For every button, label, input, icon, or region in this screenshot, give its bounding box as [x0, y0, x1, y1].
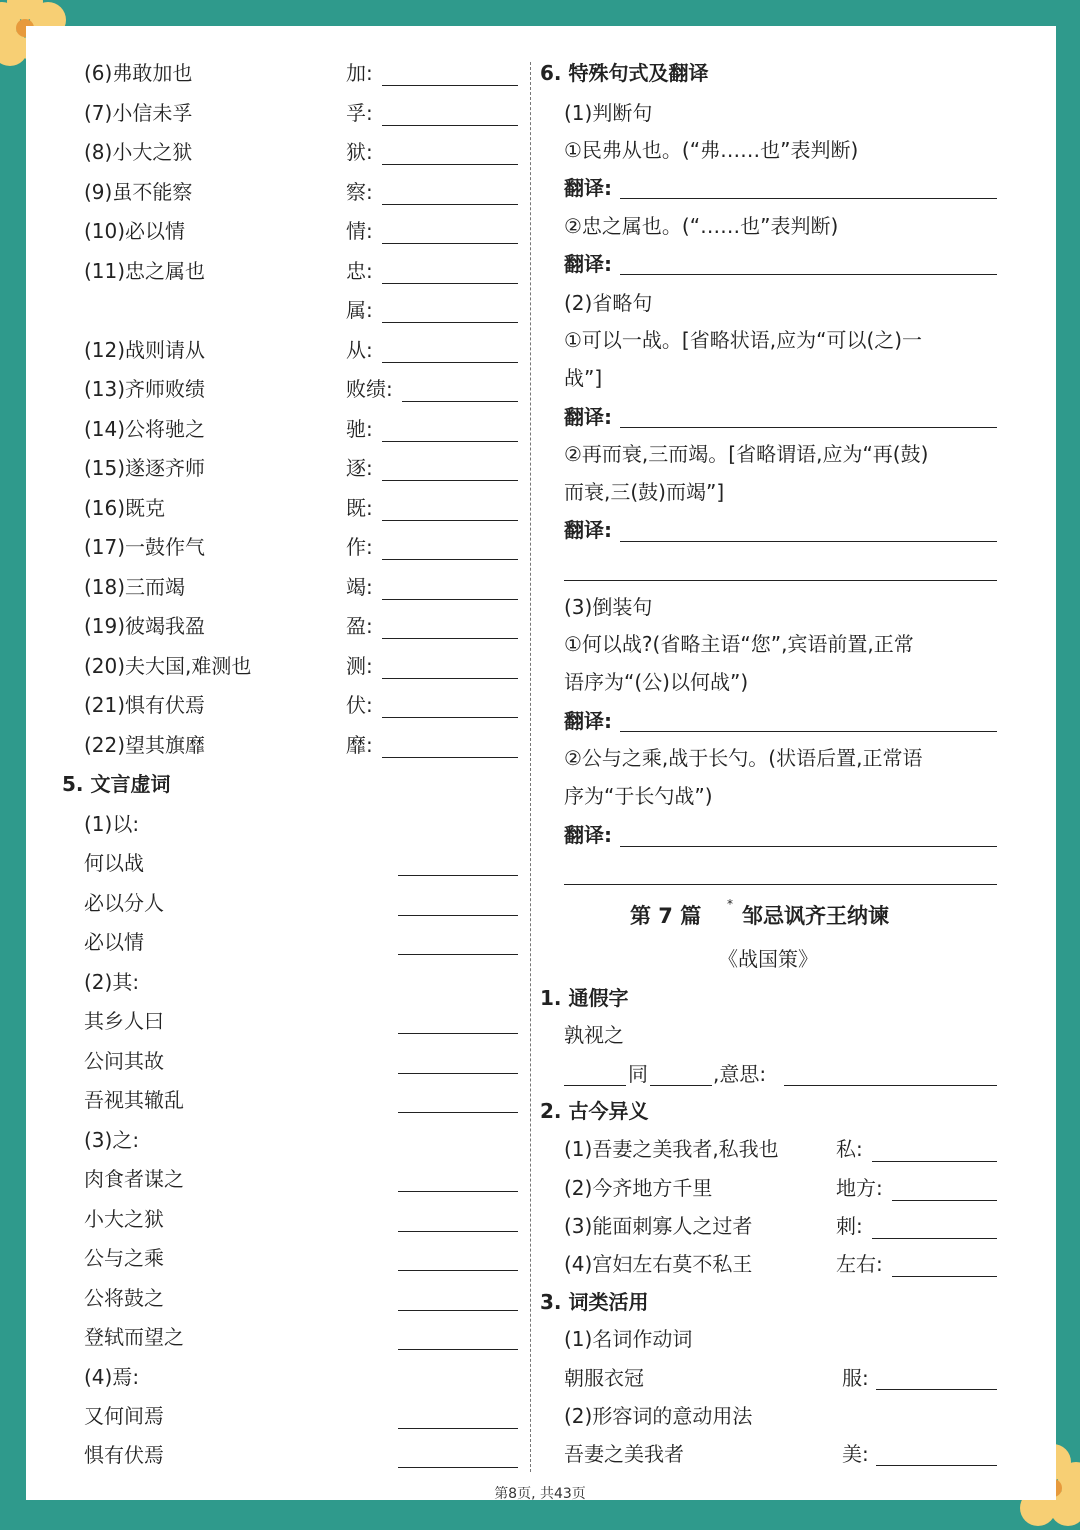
vocab-label: 孚:: [346, 101, 373, 125]
cilei-label-2: 美:: [842, 1442, 869, 1466]
xuci-heading: (1)以:: [84, 812, 140, 836]
xuci-example: 必以情: [84, 930, 144, 954]
vocab-label: 从:: [346, 338, 373, 362]
answer-line[interactable]: [382, 322, 518, 323]
xuci-example: 公与之乘: [84, 1246, 164, 1270]
vocab-item: (10)必以情: [84, 219, 186, 243]
gujin-item: (1)吾妻之美我者,私我也: [564, 1137, 779, 1161]
answer-line[interactable]: [382, 243, 518, 244]
answer-line[interactable]: [620, 731, 997, 732]
answer-line[interactable]: [382, 757, 518, 758]
xuci-example: 何以战: [84, 851, 144, 875]
vocab-item: (20)夫大国,难测也: [84, 654, 252, 678]
answer-line[interactable]: [620, 427, 997, 428]
answer-line[interactable]: [620, 541, 997, 542]
vocab-label: 既:: [346, 496, 373, 520]
xuci-example: 小大之狱: [84, 1207, 164, 1231]
answer-line[interactable]: [876, 1465, 997, 1466]
answer-line[interactable]: [382, 559, 518, 560]
answer-line[interactable]: [564, 884, 997, 885]
answer-line[interactable]: [382, 480, 518, 481]
answer-line[interactable]: [398, 1191, 518, 1192]
section-6-heading: 6. 特殊句式及翻译: [540, 61, 709, 85]
gujin-item: (3)能面刺寡人之过者: [564, 1214, 753, 1238]
xuci-example: 又何间焉: [84, 1404, 164, 1428]
vocab-item: (6)弗敢加也: [84, 61, 193, 85]
vocab-label: 属:: [346, 298, 373, 322]
xuci-example: 公将鼓之: [84, 1286, 164, 1310]
answer-line[interactable]: [382, 678, 518, 679]
xuci-heading: (4)焉:: [84, 1365, 140, 1389]
vocab-item: (18)三而竭: [84, 575, 186, 599]
answer-line[interactable]: [892, 1200, 997, 1201]
xuci-example: 必以分人: [84, 891, 164, 915]
answer-line[interactable]: [402, 401, 518, 402]
gujin-label: 刺:: [836, 1214, 863, 1238]
xuci-example: 吾视其辙乱: [84, 1088, 184, 1112]
vocab-item: (12)战则请从: [84, 338, 206, 362]
shenglue-item-1b: 战”]: [564, 366, 603, 390]
cilei-item-1: 朝服衣冠: [564, 1366, 644, 1390]
chapter-number: 第 7 篇: [630, 904, 702, 928]
page-footer: 第8页, 共43页: [494, 1486, 586, 1502]
vocab-item: (22)望其旗靡: [84, 733, 206, 757]
translate-label: 翻译:: [564, 709, 612, 733]
daozhuang-item-1a: ①何以战?(省略主语“您”,宾语前置,正常: [564, 632, 914, 656]
vocab-label: 盈:: [346, 614, 373, 638]
cilei-sub-1: (1)名词作动词: [564, 1327, 693, 1351]
cilei-item-2: 吾妻之美我者: [564, 1442, 684, 1466]
xuci-example: 公问其故: [84, 1049, 164, 1073]
answer-line[interactable]: [892, 1276, 997, 1277]
answer-line[interactable]: [382, 362, 518, 363]
tongjia-meaning-label: ,意思:: [713, 1062, 767, 1086]
vocab-item: (15)遂逐齐师: [84, 456, 206, 480]
vocab-item: (21)惧有伏焉: [84, 693, 206, 717]
vocab-item: (11)忠之属也: [84, 259, 206, 283]
answer-line[interactable]: [398, 1112, 518, 1113]
vocab-item: (16)既克: [84, 496, 166, 520]
answer-line[interactable]: [398, 1467, 518, 1468]
translate-label: 翻译:: [564, 252, 612, 276]
vocab-label: 情:: [346, 219, 373, 243]
vocab-item: (14)公将驰之: [84, 417, 206, 441]
answer-line[interactable]: [872, 1238, 997, 1239]
answer-line[interactable]: [398, 954, 518, 955]
vocab-item: (7)小信未孚: [84, 101, 193, 125]
xuci-heading: (3)之:: [84, 1128, 140, 1152]
translate-label: 翻译:: [564, 176, 612, 200]
answer-line[interactable]: [382, 599, 518, 600]
shenglue-item-1a: ①可以一战。[省略状语,应为“可以(之)一: [564, 328, 923, 352]
daozhuang-item-2a: ②公与之乘,战于长勺。(状语后置,正常语: [564, 746, 923, 770]
answer-line[interactable]: [398, 1033, 518, 1034]
vocab-label: 测:: [346, 654, 373, 678]
answer-line[interactable]: [398, 875, 518, 876]
answer-line[interactable]: [398, 1270, 518, 1271]
answer-line[interactable]: [398, 1310, 518, 1311]
shenglue-item-2a: ②再而衰,三而竭。[省略谓语,应为“再(鼓): [564, 442, 929, 466]
answer-line[interactable]: [620, 198, 997, 199]
gujin-item: (4)宫妇左右莫不私王: [564, 1252, 753, 1276]
panduan-heading: (1)判断句: [564, 101, 653, 125]
vocab-item: (17)一鼓作气: [84, 535, 206, 559]
shenglue-heading: (2)省略句: [564, 291, 653, 315]
panduan-item-1: ①民弗从也。(“弗……也”表判断): [564, 138, 859, 162]
vocab-label: 察:: [346, 180, 373, 204]
panduan-item-2: ②忠之属也。(“……也”表判断): [564, 214, 839, 238]
tongjia-item: 孰视之: [564, 1023, 624, 1047]
section-1-heading: 1. 通假字: [540, 986, 629, 1010]
translate-label: 翻译:: [564, 405, 612, 429]
vocab-label: 竭:: [346, 575, 373, 599]
vocab-label: 靡:: [346, 733, 373, 757]
answer-line[interactable]: [620, 846, 997, 847]
vocab-item: (13)齐师败绩: [84, 377, 206, 401]
answer-line[interactable]: [382, 125, 518, 126]
section-5-heading: 5. 文言虚词: [62, 772, 171, 796]
answer-line[interactable]: [382, 520, 518, 521]
vocab-item: (19)彼竭我盈: [84, 614, 206, 638]
answer-line[interactable]: [382, 441, 518, 442]
xuci-example: 惧有伏焉: [84, 1443, 164, 1467]
answer-line[interactable]: [382, 204, 518, 205]
daozhuang-item-2b: 序为“于长勺战”): [564, 784, 713, 808]
asterisk-mark: *: [727, 897, 733, 911]
shenglue-item-2b: 而衰,三(鼓)而竭”]: [564, 480, 725, 504]
vocab-item: (9)虽不能察: [84, 180, 193, 204]
daozhuang-item-1b: 语序为“(公)以何战”): [564, 670, 749, 694]
vocab-label: 加:: [346, 61, 373, 85]
answer-line[interactable]: [382, 717, 518, 718]
gujin-label: 私:: [836, 1137, 863, 1161]
gujin-item: (2)今齐地方千里: [564, 1176, 713, 1200]
vocab-label: 作:: [346, 535, 373, 559]
translate-label: 翻译:: [564, 518, 612, 542]
column-divider: [530, 62, 531, 1472]
gujin-label: 左右:: [836, 1252, 883, 1276]
daozhuang-heading: (3)倒装句: [564, 595, 653, 619]
answer-line[interactable]: [382, 283, 518, 284]
vocab-label: 逐:: [346, 456, 373, 480]
translate-label: 翻译:: [564, 823, 612, 847]
vocab-item: (8)小大之狱: [84, 140, 193, 164]
gujin-label: 地方:: [836, 1176, 883, 1200]
answer-line[interactable]: [620, 274, 997, 275]
answer-line[interactable]: [564, 580, 997, 581]
vocab-label: 驰:: [346, 417, 373, 441]
answer-line[interactable]: [382, 85, 518, 86]
answer-line[interactable]: [382, 164, 518, 165]
answer-line[interactable]: [398, 1073, 518, 1074]
answer-line[interactable]: [382, 638, 518, 639]
cilei-label-1: 服:: [842, 1366, 869, 1390]
answer-line[interactable]: [650, 1085, 712, 1086]
xuci-example: 其乡人曰: [84, 1009, 164, 1033]
chapter-source: 《战国策》: [718, 947, 818, 971]
answer-line[interactable]: [872, 1161, 997, 1162]
cilei-sub-2: (2)形容词的意动用法: [564, 1404, 753, 1428]
vocab-label: 忠:: [346, 259, 373, 283]
xuci-heading: (2)其:: [84, 970, 140, 994]
tongjia-tong-label: 同: [628, 1062, 648, 1086]
chapter-title: 邹忌讽齐王纳谏: [742, 904, 889, 928]
answer-line[interactable]: [398, 1349, 518, 1350]
section-2-heading: 2. 古今异义: [540, 1099, 649, 1123]
answer-line[interactable]: [398, 1428, 518, 1429]
answer-line[interactable]: [398, 915, 518, 916]
vocab-label: 败绩:: [346, 377, 393, 401]
answer-line[interactable]: [876, 1389, 997, 1390]
answer-line[interactable]: [398, 1231, 518, 1232]
vocab-label: 伏:: [346, 693, 373, 717]
answer-line[interactable]: [784, 1085, 997, 1086]
xuci-example: 肉食者谋之: [84, 1167, 184, 1191]
vocab-label: 狱:: [346, 140, 373, 164]
answer-line[interactable]: [564, 1085, 626, 1086]
section-3-heading: 3. 词类活用: [540, 1290, 649, 1314]
xuci-example: 登轼而望之: [84, 1325, 184, 1349]
